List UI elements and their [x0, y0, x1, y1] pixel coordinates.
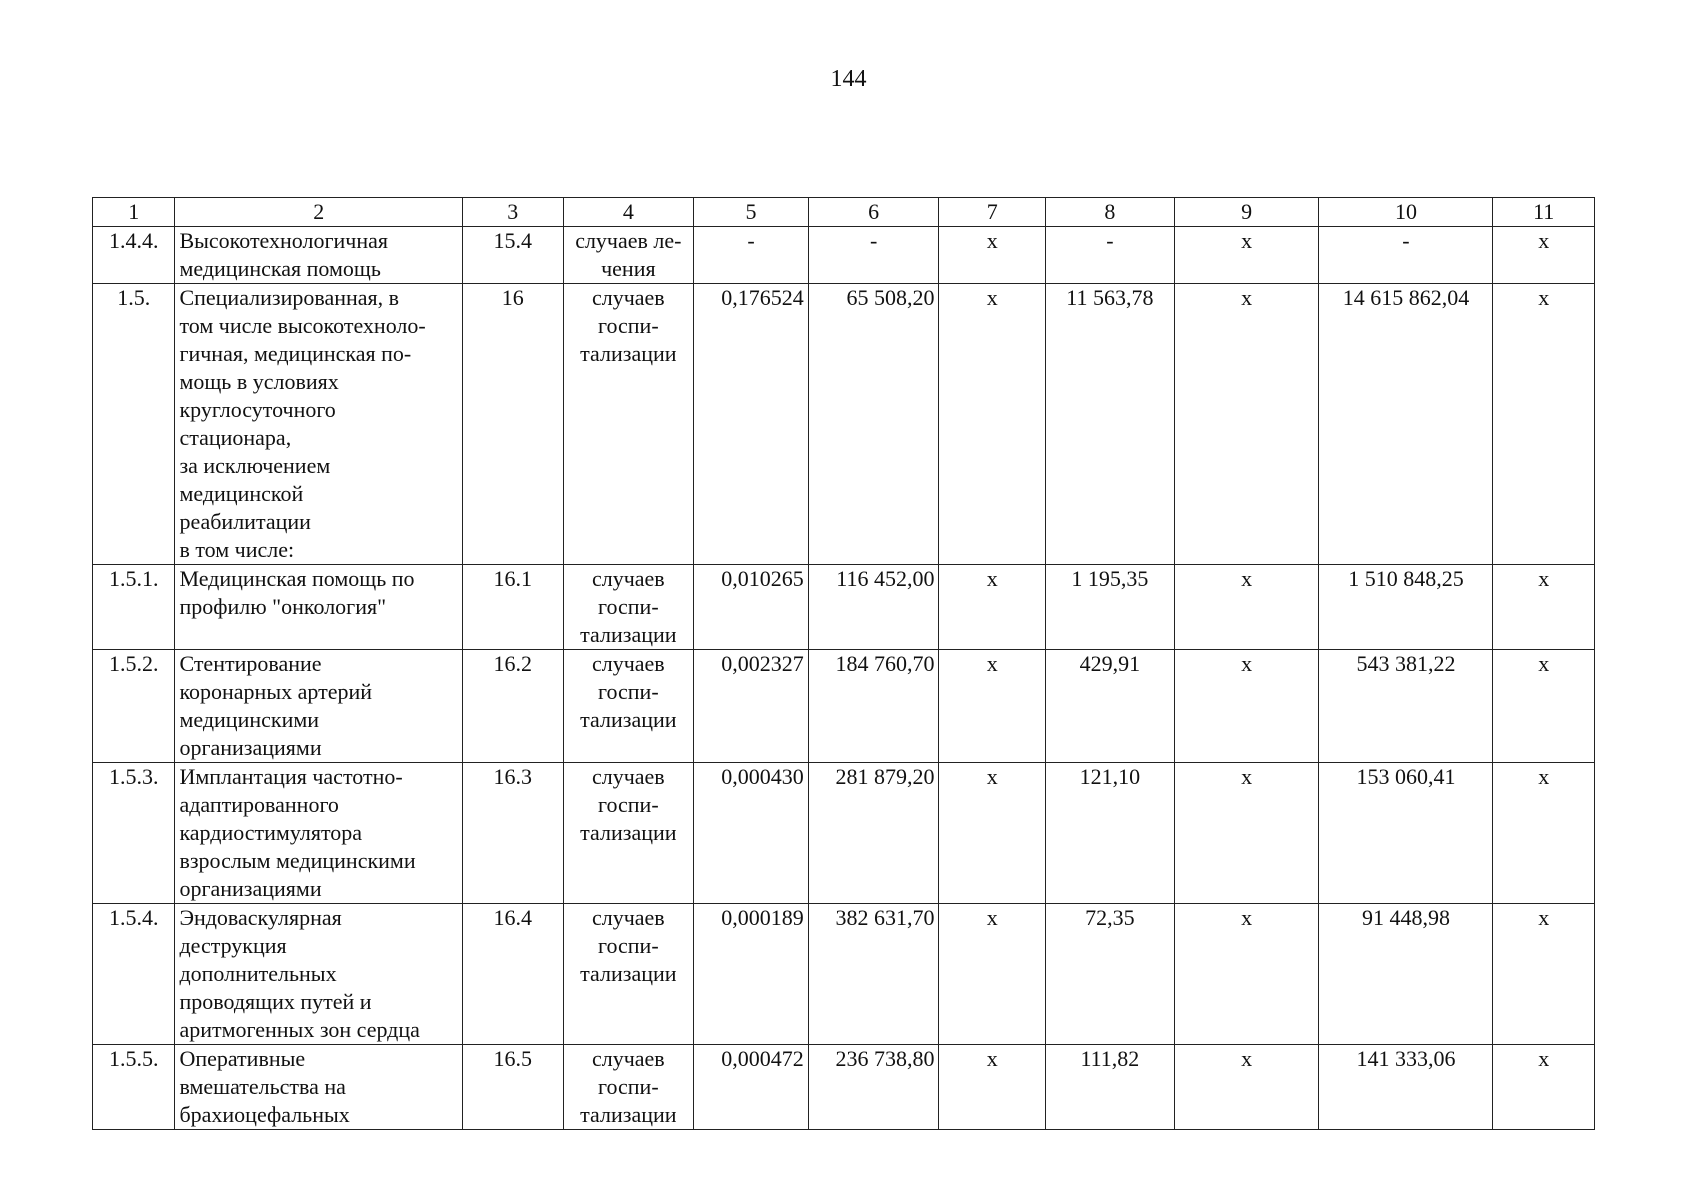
- row-norm: 0,000430: [694, 763, 809, 904]
- row-name: Высокотехнологичная медицинская помощь: [175, 227, 463, 284]
- row-cost: 236 738,80: [808, 1045, 939, 1130]
- row-col10: 141 333,06: [1319, 1045, 1493, 1130]
- row-col7: х: [939, 1045, 1046, 1130]
- row-cost: -: [808, 227, 939, 284]
- row-norm: 0,176524: [694, 284, 809, 565]
- row-col10: 1 510 848,25: [1319, 565, 1493, 650]
- row-col9: х: [1174, 284, 1319, 565]
- table-row: [93, 763, 1595, 904]
- row-col11: х: [1493, 227, 1595, 284]
- row-col8: 121,10: [1046, 763, 1175, 904]
- page-number: 144: [830, 66, 867, 92]
- table-header-row: [93, 198, 1595, 227]
- table-row: [93, 284, 1595, 565]
- col-header: 9: [1174, 198, 1319, 227]
- row-col9: х: [1174, 227, 1319, 284]
- row-number: 16.5: [462, 1045, 563, 1130]
- row-norm: 0,000472: [694, 1045, 809, 1130]
- row-cost: 281 879,20: [808, 763, 939, 904]
- data-table: [92, 197, 1595, 1130]
- row-unit: случаев госпи- тализации: [563, 763, 694, 904]
- col-header: 5: [694, 198, 809, 227]
- row-col9: х: [1174, 650, 1319, 763]
- table-row: [93, 227, 1595, 284]
- row-col7: х: [939, 565, 1046, 650]
- col-header: 11: [1493, 198, 1595, 227]
- row-col8: 1 195,35: [1046, 565, 1175, 650]
- row-col10: 14 615 862,04: [1319, 284, 1493, 565]
- row-number: 16.3: [462, 763, 563, 904]
- row-number: 16.4: [462, 904, 563, 1045]
- row-col9: х: [1174, 904, 1319, 1045]
- row-unit: случаев ле- чения: [563, 227, 694, 284]
- row-col7: х: [939, 904, 1046, 1045]
- row-cost: 184 760,70: [808, 650, 939, 763]
- col-header: 8: [1046, 198, 1175, 227]
- row-col10: 153 060,41: [1319, 763, 1493, 904]
- table-row: [93, 904, 1595, 1045]
- col-header: 6: [808, 198, 939, 227]
- col-header: 1: [93, 198, 175, 227]
- row-col11: х: [1493, 284, 1595, 565]
- row-norm: 0,002327: [694, 650, 809, 763]
- row-code: 1.4.4.: [93, 227, 175, 284]
- row-name: Стентирование коронарных артерий медицинскими организациями: [175, 650, 463, 763]
- row-number: 16.1: [462, 565, 563, 650]
- row-col10: 91 448,98: [1319, 904, 1493, 1045]
- row-cost: 116 452,00: [808, 565, 939, 650]
- table-row: [93, 1045, 1595, 1130]
- row-norm: 0,010265: [694, 565, 809, 650]
- row-col7: х: [939, 650, 1046, 763]
- row-col9: х: [1174, 1045, 1319, 1130]
- table-row: [93, 565, 1595, 650]
- row-col7: х: [939, 284, 1046, 565]
- row-col8: 72,35: [1046, 904, 1175, 1045]
- row-cost: 65 508,20: [808, 284, 939, 565]
- col-header: 10: [1319, 198, 1493, 227]
- row-number: 16.2: [462, 650, 563, 763]
- row-code: 1.5.5.: [93, 1045, 175, 1130]
- row-col11: х: [1493, 1045, 1595, 1130]
- row-code: 1.5.4.: [93, 904, 175, 1045]
- row-name: Специализированная, в том числе высокотехноло- гичная, медицинская по- мощь в условиях круглосуточного стационара, за исключением медицинской реабилитации в том числе:: [175, 284, 463, 565]
- row-unit: случаев госпи- тализации: [563, 904, 694, 1045]
- row-col8: 429,91: [1046, 650, 1175, 763]
- row-col11: х: [1493, 565, 1595, 650]
- row-col11: х: [1493, 650, 1595, 763]
- row-col8: -: [1046, 227, 1175, 284]
- row-col7: х: [939, 763, 1046, 904]
- row-code: 1.5.: [93, 284, 175, 565]
- row-name: Имплантация частотно- адаптированного кардиостимулятора взрослым медицинскими организациями: [175, 763, 463, 904]
- col-header: 4: [563, 198, 694, 227]
- row-code: 1.5.1.: [93, 565, 175, 650]
- table-row: [93, 650, 1595, 763]
- row-norm: 0,000189: [694, 904, 809, 1045]
- row-col11: х: [1493, 763, 1595, 904]
- row-col10: -: [1319, 227, 1493, 284]
- row-col9: х: [1174, 565, 1319, 650]
- row-col7: х: [939, 227, 1046, 284]
- row-norm: -: [694, 227, 809, 284]
- row-col9: х: [1174, 763, 1319, 904]
- row-cost: 382 631,70: [808, 904, 939, 1045]
- row-unit: случаев госпи- тализации: [563, 650, 694, 763]
- row-name: Медицинская помощь по профилю "онкология": [175, 565, 463, 650]
- row-code: 1.5.3.: [93, 763, 175, 904]
- col-header: 2: [175, 198, 463, 227]
- col-header: 3: [462, 198, 563, 227]
- row-col8: 111,82: [1046, 1045, 1175, 1130]
- row-name: Оперативные вмешательства на брахиоцефальных: [175, 1045, 463, 1130]
- row-number: 16: [462, 284, 563, 565]
- row-unit: случаев госпи- тализации: [563, 284, 694, 565]
- col-header: 7: [939, 198, 1046, 227]
- row-unit: случаев госпи- тализации: [563, 1045, 694, 1130]
- row-unit: случаев госпи- тализации: [563, 565, 694, 650]
- row-name: Эндоваскулярная деструкция дополнительных проводящих путей и аритмогенных зон сердца: [175, 904, 463, 1045]
- row-number: 15.4: [462, 227, 563, 284]
- row-code: 1.5.2.: [93, 650, 175, 763]
- row-col8: 11 563,78: [1046, 284, 1175, 565]
- row-col10: 543 381,22: [1319, 650, 1493, 763]
- row-col11: х: [1493, 904, 1595, 1045]
